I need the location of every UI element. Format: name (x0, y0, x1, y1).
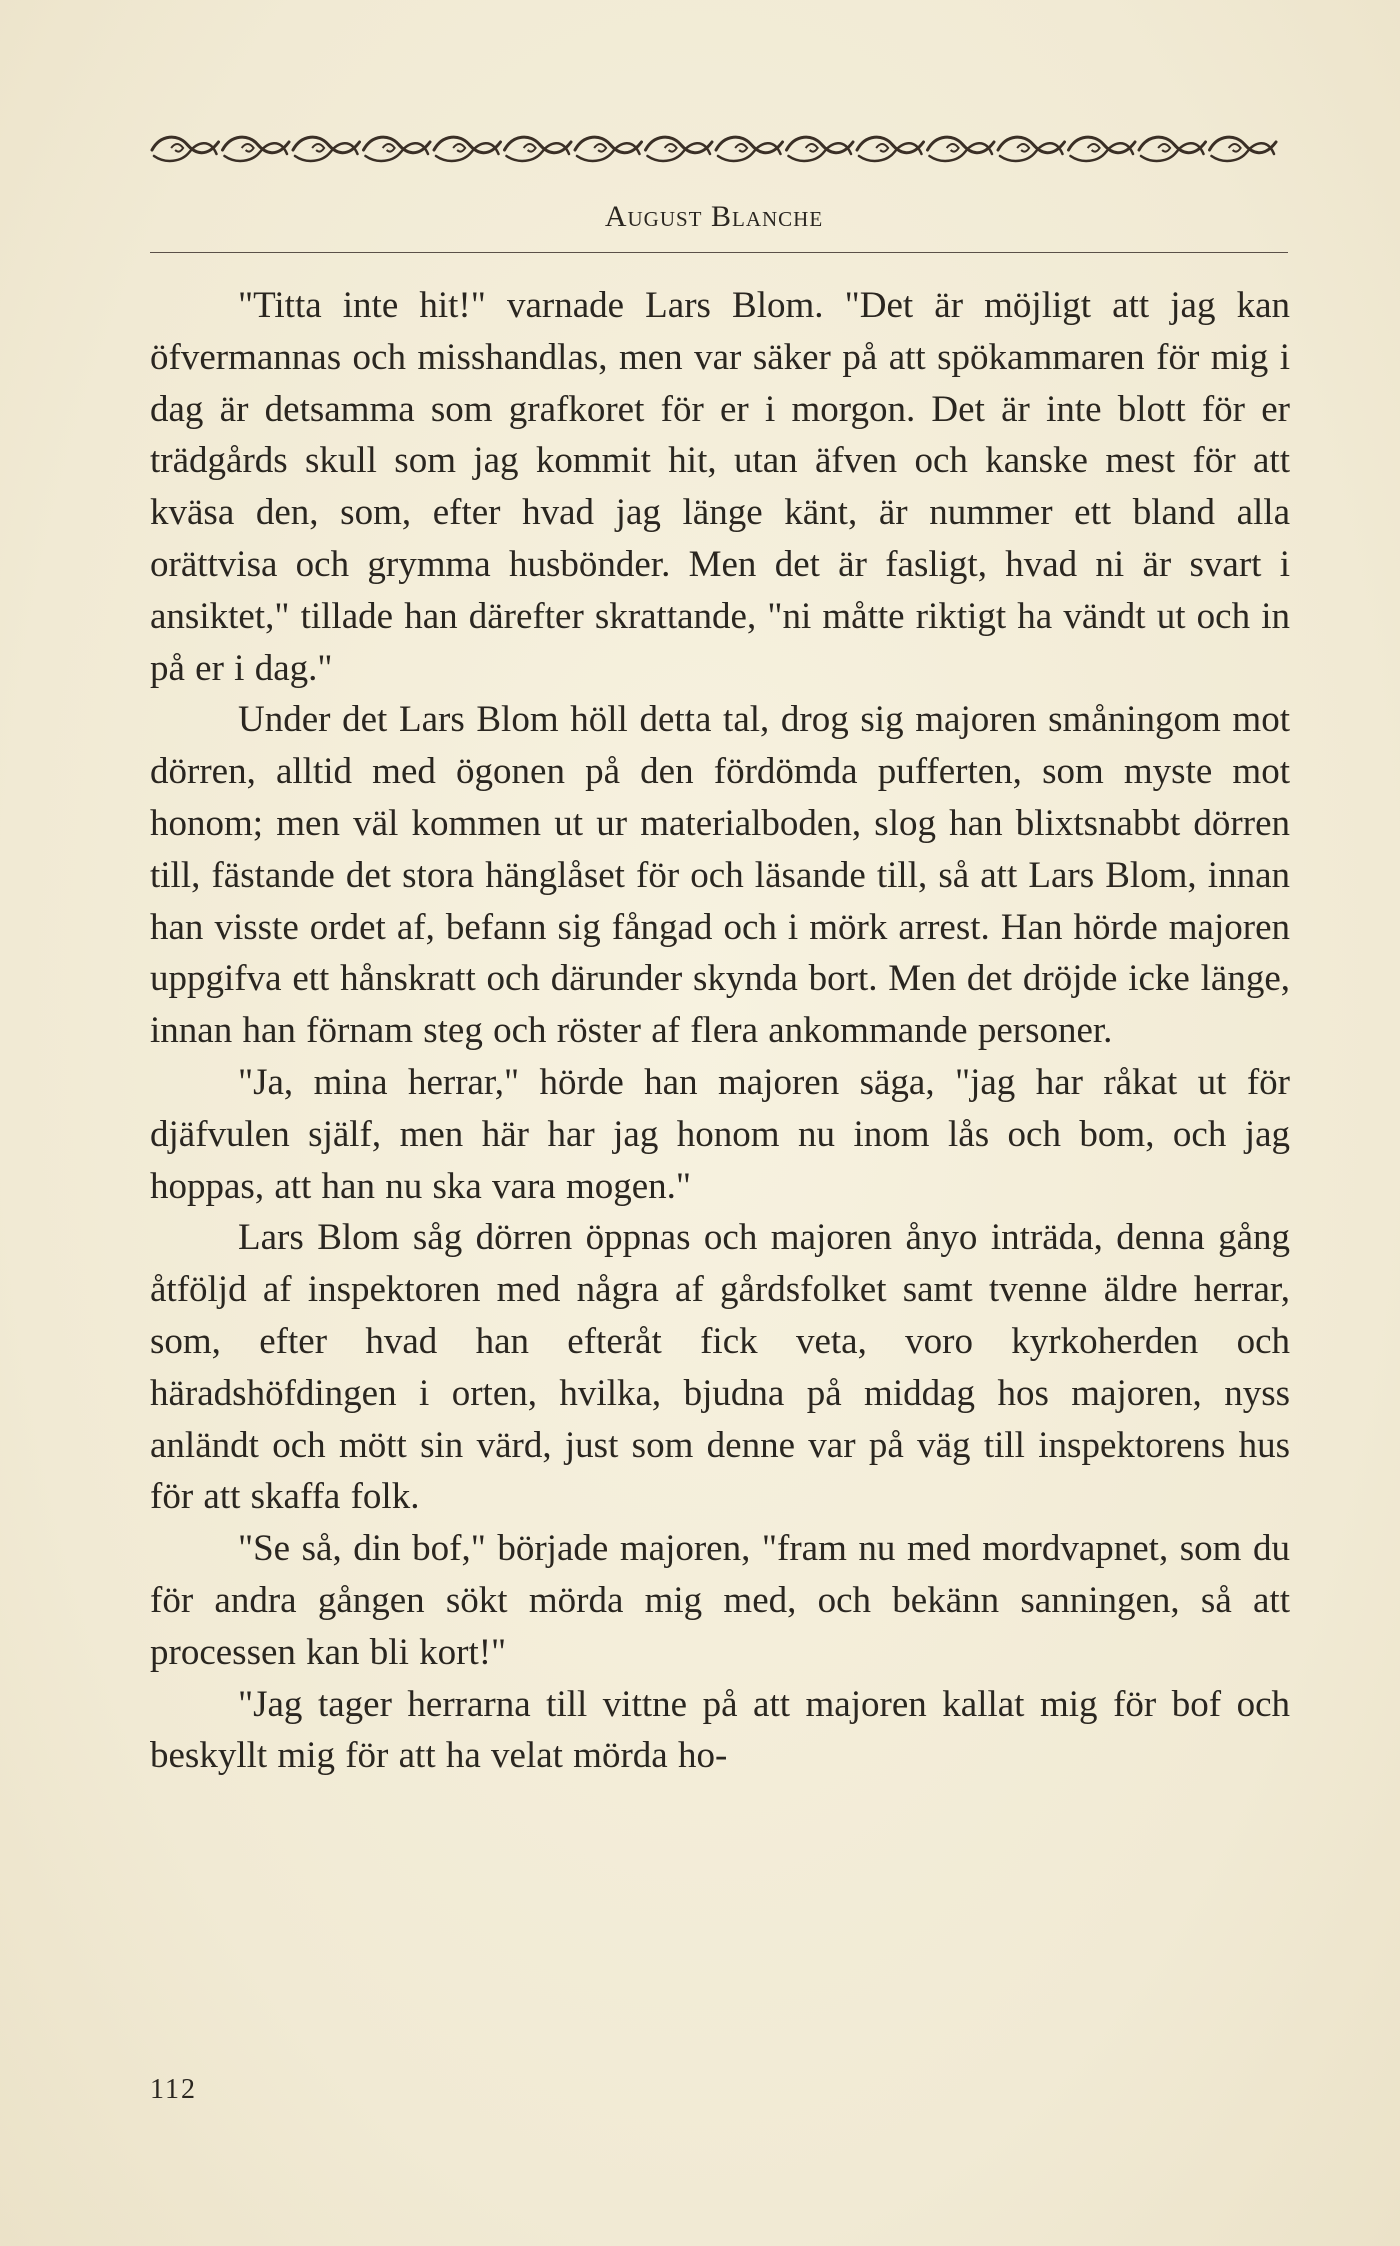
page-number: 112 (150, 2074, 197, 2105)
ornament-scroll-unit (1069, 137, 1136, 161)
ornament-scroll-unit (1210, 137, 1277, 161)
ornament-scroll-unit (857, 137, 924, 161)
ornament-scroll-unit (293, 137, 360, 161)
running-head: August Blanche (604, 200, 824, 233)
ornament-scroll-unit (505, 137, 572, 161)
ornament-scroll-unit (1139, 137, 1206, 161)
ornament-scroll-unit (152, 137, 219, 161)
ornament-scroll-unit (364, 137, 431, 161)
paragraph: "Titta inte hit!" varnade Lars Blom. "Det är möjligt att jag kan öfvermannas och misshandlas, men var säker på att spökammaren för mig i dag är detsamma som grafkoret för er i morgon. Det är inte blott för er trädgårds skull som jag kommit hit, utan äfven och kanske mest för att kväsa den, som, efter hvad jag länge känt, är nummer ett bland alla orättvisa och grymma husbönder. Men det är fasligt, hvad ni är svart i ansiktet," tillade han därefter skrattande, "ni måtte riktigt ha vändt ut och in på er i dag." (150, 285, 1290, 689)
ornament-scroll-unit (998, 137, 1065, 161)
ornament-scroll-unit (434, 137, 501, 161)
ornament-scroll-unit (646, 137, 713, 161)
ornament-scroll-unit (716, 137, 783, 161)
ornament-scroll-unit (575, 137, 642, 161)
header-rule (150, 252, 1288, 253)
scroll-ornament-icon (150, 128, 1278, 168)
ornament-scroll-unit (928, 137, 995, 161)
paragraph: "Ja, mina herrar," hörde han majoren säga, "jag har råkat ut för djäfvulen själf, men här har jag honom nu inom lås och bom, och jag hoppas, att han nu ska vara mogen." (150, 1061, 1290, 1207)
paragraph: Lars Blom såg dörren öppnas och majoren ånyo inträda, denna gång åtföljd af inspektoren med några af gårdsfolket samt tvenne äldre herrar, som, efter hvad han efteråt fick veta, voro kyrkoherden och häradshöfdingen i orten, hvilka, bjudna på middag hos majoren, nyss anländt och mött sin värd, just som denne var på väg till inspektorens hus för att skaffa folk. (150, 1217, 1290, 1518)
paragraph: "Se så, din bof," började majoren, "fram nu med mordvapnet, som du för andra gången sökt mörda mig med, och bekänn sanningen, så att processen kan bli kort!" (150, 1528, 1290, 1673)
paragraph: "Jag tager herrarna till vittne på att majoren kallat mig för bof och beskyllt mig för att ha velat mörda ho- (150, 1683, 1290, 1777)
ornament-scroll-unit (223, 137, 290, 161)
paragraph: Under det Lars Blom höll detta tal, drog sig majoren småningom mot dörren, alltid med ögonen på den fördömda pufferten, som myste mot honom; men väl kommen ut ur materialboden, slog han blixtsnabbt dörren till, fästande det stora hänglåset för och läsande till, så att Lars Blom, innan han visste ordet af, befann sig fångad och i mörk arrest. Han hörde majoren uppgifva ett hånskratt och därunder skynda bort. Men det dröjde icke länge, innan han förnam steg och röster af flera ankommande personer. (150, 699, 1290, 1052)
body-text (150, 280, 1290, 1782)
ornament-scroll-unit (787, 137, 854, 161)
